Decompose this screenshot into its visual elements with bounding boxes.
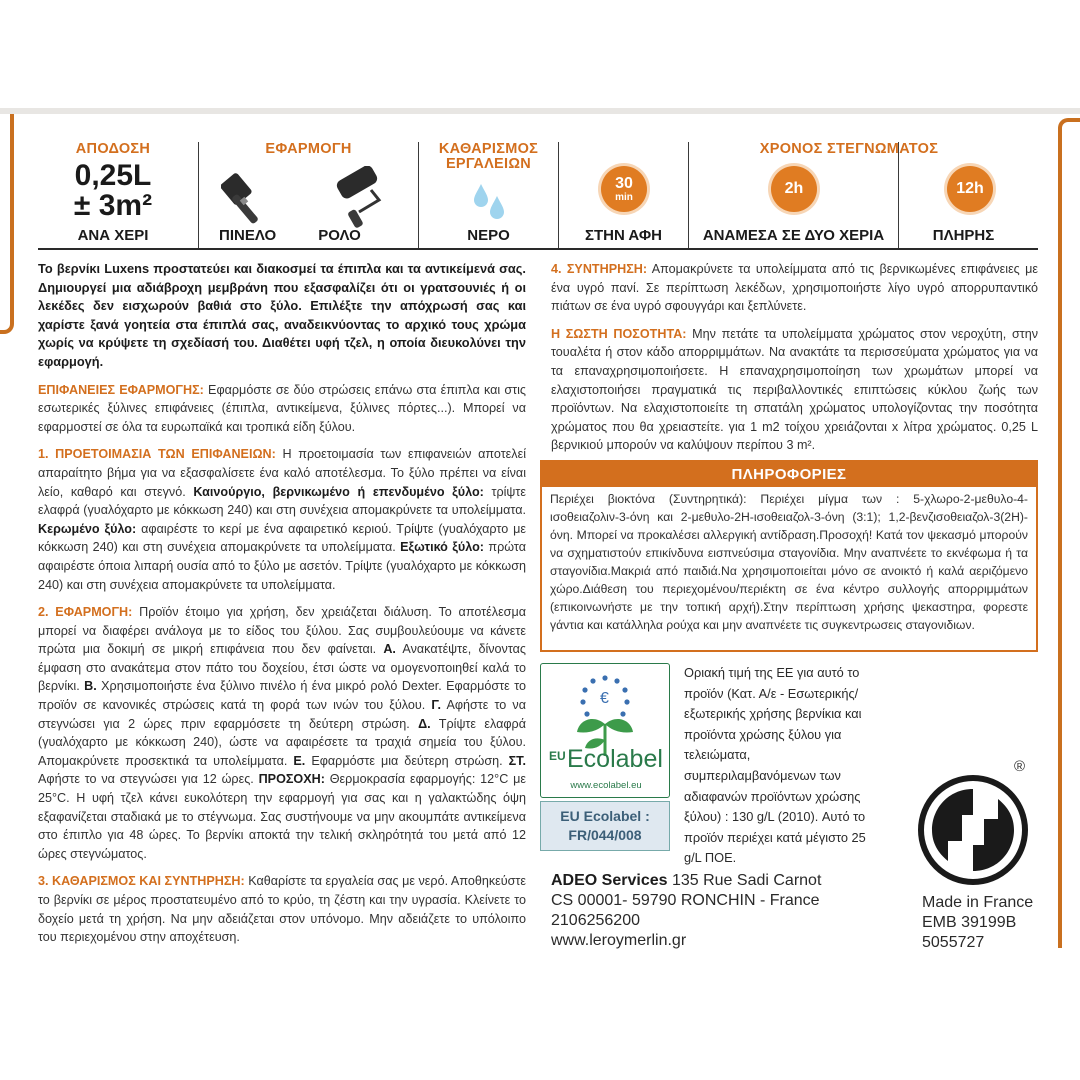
water-drops-icon — [469, 180, 509, 224]
application-title: ΕΦΑΡΜΟΓΗ — [265, 141, 352, 157]
cleaning-heading: 3. ΚΑΘΑΡΙΣΜΟΣ ΚΑΙ ΣΥΝΤΗΡΗΣΗ: — [38, 874, 245, 889]
drying-coats-block — [688, 141, 939, 248]
phone: 2106256200 — [551, 912, 640, 929]
registered-mark: ® — [1014, 758, 1026, 775]
product-code: 5055727 — [922, 934, 985, 951]
full-dry-badge — [947, 166, 993, 212]
company-name: ADEO Services — [551, 872, 668, 889]
maintenance-heading: 4. ΣΥΝΤΗΡΗΣΗ: — [551, 262, 648, 276]
coats-dry-label: ΑΝΑΜΕΣΑ ΣΕ ΔΥΟ ΧΕΡΙΑ — [702, 227, 885, 244]
yield-area: ± 3m² — [73, 189, 153, 222]
photo-background-top — [0, 0, 1080, 108]
step-b: Β. — [84, 679, 97, 694]
brush-icon — [221, 168, 291, 228]
prep-waxed-wood: Κερωμένο ξύλο: — [38, 521, 137, 536]
cleaning-text: Καθαρίστε τα εργαλεία σας με νερό. Αποθηκεύστε το βερνίκι σε μέρος προστατευμένο από το κρύο, τη ζέστη και την υγρασία. Κλείνετε το δοχείο μετά τη χρήση. Να μην αδειάζεται στον υπόνομο. Μην αδειάζετε το υπόλοιπο του περιεχομένου στην αποχέτευση. — [38, 874, 526, 945]
application-text: Χρησιμοποιήστε ένα ξύλινο πινέλο ή ένα μικρό ρολό Dexter. Εφαρμόστε το προϊόν σε κανονικές στρώσεις κατά τη φορά των ινών του ξύλου. — [38, 679, 526, 713]
coats-dry-badge — [771, 166, 817, 212]
step-f: ΣΤ. — [508, 753, 526, 768]
prep-heading: 1. ΠΡΟΕΤΟΙΜΑΣΙΑ ΤΩΝ ΕΠΙΦΑΝΕΙΩΝ: — [38, 447, 276, 462]
full-dry-label: ΠΛΗΡΗΣ — [932, 227, 995, 244]
quantity-section — [551, 325, 1038, 455]
emb-code: EMB 39199B — [922, 914, 1017, 931]
brush-label: ΠΙΝΕΛΟ — [219, 227, 277, 244]
label-border-left — [0, 114, 14, 334]
step-c: Γ. — [431, 698, 442, 713]
quantity-heading: Η ΣΩΣΤΗ ΠΟΣΟΤΗΤΑ: — [551, 326, 687, 341]
prep-exotic-wood: Εξωτικό ξύλο: — [400, 540, 484, 555]
quantity-text: Μην πετάτε τα υπολείμματα χρώματος στον νεροχύτη, στην τουαλέτα ή στον κάδο απορριμμάτων. Να ανακτάτε τα περισσεύματα χρώματος για να τα επαναχρησιμοποιήσετε. Η επαναχρησιμοποίηση των χρωμάτων μπορεί να ελαχιστοποιήσει πραγματικά τις περιβαλλοντικές επιπτώσεις κύκλου ζωής των προϊόντων. Να ελαχιστοποιείτε τη σπατάλη χρώματος υπολογίζοντας την ποσότητα χρώματος που θα χρειαστείτε. για 1 m2 τοίχου χρειάζονται x λίτρα χρώματος. 0,25 L βερνικιού μπορούν να καλύψουν περίπου 3 m². — [551, 326, 1038, 453]
yield-block — [38, 142, 188, 248]
street: 135 Rue Sadi Carnot — [667, 872, 822, 889]
surfaces-section — [38, 381, 526, 437]
step-a: Α. — [383, 642, 396, 657]
application-text: Αφήστε το να στεγνώσει για 2 ώρες πριν εφαρμόσετε τη δεύτερη στρώση. — [38, 698, 526, 731]
ecolabel-code-label: EU Ecolabel : — [560, 808, 650, 824]
origin-info — [922, 893, 1062, 953]
application-text: Ανακατέψτε, δίνοντας έμφαση στο ανακάτεμα στον πάτο του δοχείου, έτσι ώστε να ομογενοποιηθεί καλά το βερνίκι. — [38, 642, 526, 694]
caution-label: ΠΡΟΣΟΧΗ: — [258, 772, 325, 787]
ecolabel-logo — [540, 663, 670, 798]
prep-text: Η προετοιμασία των επιφανειών αποτελεί απαραίτητο βήμα για να εξασφαλίσετε ένα καλό αποτέλεσμα. Το ξύλο πρέπει να είναι λείο, καθαρό και στεγνό. — [38, 447, 526, 499]
application-labels — [199, 227, 418, 244]
ecolabel-word: Ecolabel — [567, 745, 663, 773]
application-text: Αφήστε το να στεγνώσει για 12 ώρες. — [38, 772, 259, 787]
drying-full-block — [898, 142, 1028, 248]
ecolabel-text: Οριακή τιμή της ΕΕ για αυτό το προϊόν (Κατ. Α/ε - Εσωτερικής/ εξωτερικής χρήσης βερνίκια και προϊόντα χρώσης ξύλου για τελειώματα, συμπεριλαμβανόμενων των αδιαφανών προϊόντων χρώσης ξύλου) : 130 g/L (2010). Αυτό το προϊόν περιέχει κατά μέγιστο 25 g/L ΠΟΕ. — [684, 665, 866, 866]
info-text: Περιέχει βιοκτόνα (Συντηρητικά): Περιέχει μίγμα των : 5-χλωρο-2-μεθυλο-4-ισοθειαζολιν-3-όνη και 2-μεθυλο-2Η-ισοθειαζολ-3-όνη (3:1); 1,2-βενζισοθειαζολ-3(2Η)-όνη. Μπορεί να προκαλέσει αλλεργική αντίδραση.Προσοχή! Κατά τον ψεκασμό μπορούν να σχηματιστούν επικίνδυνα εισπνεύσιμα σταγονίδια. Μην αναπνέετε το εκνέφωμα ή τα σταγονίδια.Μακριά από παιδιά.Να χρησιμοποιείται μόνο σε ανοικτό ή καλά αεριζόμενο χώρο.Διάθεση του περιεχομένου/περιέκτη σε ένα κέντρο συλλογής απορριμμάτων (επικοινωνήστε με την τοπική αρχή).Στην περίπτωση χρήσης ψεκαστηρα, φορεστε γάντια και κατάλληλα ρούχα και μην αναπνέετε τις συγκεντρωσεις σταγονιδιων. — [550, 492, 1028, 632]
application-text: Εφαρμόστε μια δεύτερη στρώση. — [305, 753, 509, 768]
prep-text: πρώτα αφαιρέστε όποια λιπαρή ουσία από το ξύλο με ασετόν. Τρίψτε (γυαλόχαρτο με κόκκωση 240) και στη συνέχεια απομακρύνετε τα υπολείμματα. — [38, 540, 526, 592]
roller-icon — [319, 166, 399, 230]
prep-text: αφαιρέστε το κερί με ένα αφαιρετικό κεριού. Τρίψτε (γυαλόχαρτο με κόκκωση 240) και στη συνέχεια απομακρύνετε τα υπολείμματα. — [38, 521, 527, 555]
manufacturer-address — [551, 871, 881, 951]
intro-text: Το βερνίκι Luxens προστατεύει και διακοσμεί τα έπιπλα και τα αντικείμενά σας. Δημιουργεί μια αδιάβροχη μεμβράνη που εξασφαλίζει ότι οι γρατσουνιές ή οι λεκέδες δεν εισχωρούν βαθιά στο ξύλο. Επιλέξτε την απόχρωσή σας και χαρίστε ξανά γοητεία στα έπιπλά σας, αναδεικνύοντας το αρχικό τους χρώμα χωρίς να κρύψετε τη σχεδίασή του. Διαθέτει υφή τζελ, η οποία διευκολύνει την εφαρμογή. — [38, 261, 526, 369]
svg-text:€: € — [600, 690, 609, 707]
drying-touch-block — [558, 142, 688, 248]
application-heading: 2. ΕΦΑΡΜΟΓΗ: — [38, 605, 133, 620]
label-border-right — [1058, 118, 1080, 948]
step-d: Δ. — [418, 716, 431, 731]
maintenance-section — [551, 260, 1038, 316]
cleaning-title-2: ΕΡΓΑΛΕΙΩΝ — [445, 156, 532, 172]
cleaning-title: ΚΑΘΑΡΙΣΜΟΣ — [438, 141, 539, 157]
ecolabel-url: www.ecolabel.eu — [570, 780, 642, 791]
application-text: Προϊόν έτοιμο για χρήση, δεν χρειάζεται διάλυση. Το αποτέλεσμα μπορεί να διαφέρει ανάλογα με το είδος του ξύλου. Σας συμβουλεύουμε να κάνετε πρώτα μια δοκιμή σε μικρή επιφάνεια που δεν φαίνεται. — [38, 605, 526, 657]
drying-title: ΧΡΟΝΟΣ ΣΤΕΓΝΩΜΑΤΟΣ — [759, 141, 939, 157]
touch-dry-value: 30 — [615, 175, 633, 192]
instructions-right — [551, 260, 1038, 464]
touch-dry-unit: min — [615, 192, 633, 203]
touch-dry-badge — [601, 166, 647, 212]
cleaning-block — [418, 142, 558, 248]
website: www.leroymerlin.gr — [551, 932, 687, 949]
ecolabel-code — [540, 801, 670, 851]
city-line: CS 00001- 59790 RONCHIN - France — [551, 892, 820, 909]
application-text: Τρίψτε ελαφρά (γυαλόχαρτο με κόκκωση 240), ώστε να αφαιρέσετε τα τραχιά σημεία του ξύλου. Απομακρύνετε προσεκτικά τα υπολείμματα. — [38, 716, 526, 768]
address-line-1 — [551, 871, 881, 891]
green-dot-icon — [918, 775, 1028, 885]
full-dry-value: 12h — [956, 180, 984, 197]
application-section — [38, 603, 526, 863]
photo-background-bottom — [0, 1000, 1080, 1080]
yield-amount: 0,25L — [74, 159, 152, 192]
yield-title: ΑΠΟΔΟΣΗ — [75, 141, 151, 157]
prep-section — [38, 445, 526, 594]
application-block — [198, 142, 418, 248]
ecolabel-eu: EU — [549, 749, 566, 763]
surfaces-text: Εφαρμόστε σε δύο στρώσεις επάνω στα έπιπλα και στις εσωτερικές ξύλινες επιφάνειες (έπιπλα, αντικείμενα, ξύλινες πόρτες...). Μπορεί να εφαρμοστεί σε όλα τα ευρωπαϊκά και τροπικά είδη ξύλου. — [38, 382, 526, 434]
prep-new-wood: Καινούργιο, βερνικωμένο ή επενδυμένο ξύλο: — [193, 484, 484, 499]
instructions-left — [38, 260, 526, 956]
made-in: Made in France — [922, 894, 1034, 911]
yield-sub: ΑΝΑ ΧΕΡΙ — [77, 227, 149, 244]
touch-dry-label: ΣΤΗΝ ΑΦΗ — [584, 227, 662, 244]
cleaning-sub: ΝΕΡΟ — [467, 227, 510, 244]
cleaning-section — [38, 872, 526, 946]
info-box — [540, 460, 1038, 652]
info-title: ΠΛΗΡΟΦΟΡΙΕΣ — [542, 462, 1036, 487]
ecolabel — [540, 663, 670, 863]
info-header — [38, 142, 1038, 250]
roller-label: ΡΟΛΟ — [318, 227, 361, 244]
step-e: Ε. — [293, 753, 306, 768]
application-text: Θερμοκρασία εφαρμογής: 12°C με 25°C. Η υφή τζελ κάνει ευκολότερη την εφαρμογή για σας και η γαλακτώδης όψη εξαφανίζεται σταδιακά με το στέγνωμα. Σας συστήνουμε να μην ακουμπάτε αντικείμενα στο έπιπλο για 48 ώρες. Το βερνίκι αποκτά την τελική σκληρότητά του μετά από 12 ώρες στεγνώματος. — [38, 772, 526, 861]
coats-dry-value: 2h — [784, 180, 804, 197]
ecolabel-code-number: FR/044/008 — [568, 827, 642, 843]
maintenance-text: Απομακρύνετε τα υπολείμματα από τις βερνικωμένες επιφάνειες με ένα υγρό πανί. Σε περίπτωση λεκέδων, χρησιμοποιήστε λίγο υγρό απορρυπαντικό πιάτων σε ένα υγρό σφουγγάρι και ξεπλύνετε. — [551, 262, 1038, 314]
surfaces-heading: ΕΠΙΦΑΝΕΙΕΣ ΕΦΑΡΜΟΓΗΣ: — [38, 382, 204, 397]
prep-text: τρίψτε ελαφρά (γυαλόχαρτο με κόκκωση 240) και στη συνέχεια απομακρύνετε τα υπολείμματα. — [38, 484, 526, 518]
